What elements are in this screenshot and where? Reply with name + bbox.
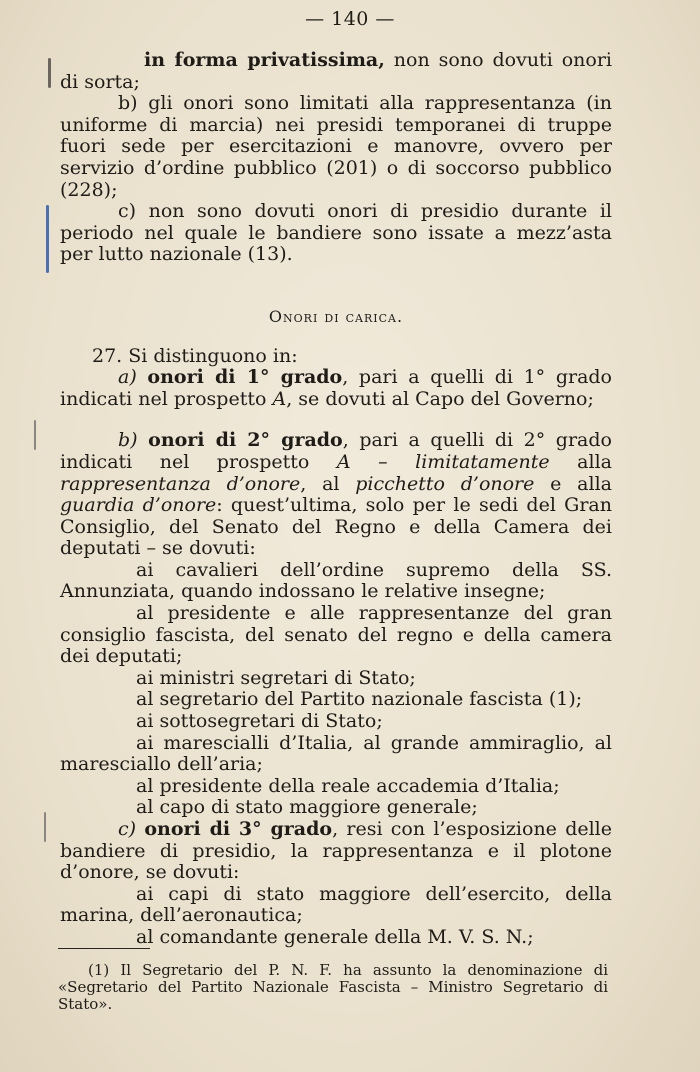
pencil-mark: [44, 812, 46, 842]
footnote-text: (1) Il Segretario del P. N. F. ha assunto la denominazione di «Segretario del Partito Nazionale Fascista – Ministro Segretario di Stato».: [58, 961, 608, 1013]
pencil-mark: [48, 58, 51, 88]
list-item: ai ministri segretari di Stato;: [136, 666, 416, 689]
list-item: ai marescialli d’Italia, al grande ammiraglio, al maresciallo dell’aria;: [60, 731, 612, 776]
list-item: ai sottosegretari di Stato;: [136, 710, 383, 733]
item-c: c) onori di 3° grado, resi con l’esposizione delle bandiere di presidio, la rappresentanza e il plotone d’onore, se dovuti:: [60, 818, 612, 884]
article-27-intro: 27. Si distinguono in:: [92, 344, 298, 367]
bold-phrase: in forma privatissima,: [144, 49, 385, 71]
paragraph-b: b) gli onori sono limitati alla rappresentanza (in uniforme di marcia) nei presidi temporanei di truppe fuori sede per esercitazioni e manovre, ovvero per servizio d’ordine pubblico (201) o di soccorso pubblico (228);: [60, 92, 612, 201]
item-b: b) onori di 2° grado, pari a quelli di 2° grado indicati nel prospetto A – limitatamente alla rappresentanza d’onore, al picchetto d’onore e alla guardia d’onore: quest’ultima, solo per le sedi del Gran Consiglio, del Senato del Regno e della Camera dei deputati – se dovuti:: [60, 429, 612, 560]
paragraph-c: c) non sono dovuti onori di presidio durante il periodo nel quale le bandiere sono issate a mezz’asta per lutto nazionale (13).: [60, 200, 612, 266]
list-item: ai capi di stato maggiore dell’esercito, della marina, dell’aeronautica;: [60, 882, 612, 927]
list-item: al capo di stato maggiore generale;: [136, 796, 478, 819]
list-item: al segretario del Partito nazionale fascista (1);: [136, 688, 583, 711]
footnote-rule: [58, 948, 150, 949]
paragraph-a-continued: in forma privatissima, non sono dovuti onori di sorta;: [60, 49, 612, 93]
list-item: ai cavalieri dell’ordine supremo della SS. Annunziata, quando indossano le relative insegne;: [60, 558, 612, 603]
footnote: [58, 962, 608, 1013]
item-a: a) onori di 1° grado, pari a quelli di 1° grado indicati nel prospetto A, se dovuti al Capo del Governo;: [60, 366, 612, 410]
section-title: Onori di carica.: [268, 306, 404, 326]
pencil-mark: [34, 420, 36, 450]
list-item: al presidente della reale accademia d’Italia;: [136, 774, 560, 797]
blue-pencil-mark: [46, 205, 49, 273]
page-number: — 140 —: [305, 8, 395, 30]
list-item: al presidente e alle rappresentanze del gran consiglio fascista, del senato del regno e della camera dei deputati;: [60, 602, 612, 668]
page-body: [60, 50, 612, 949]
list-item: al comandante generale della M. V. S. N.;: [136, 925, 534, 948]
